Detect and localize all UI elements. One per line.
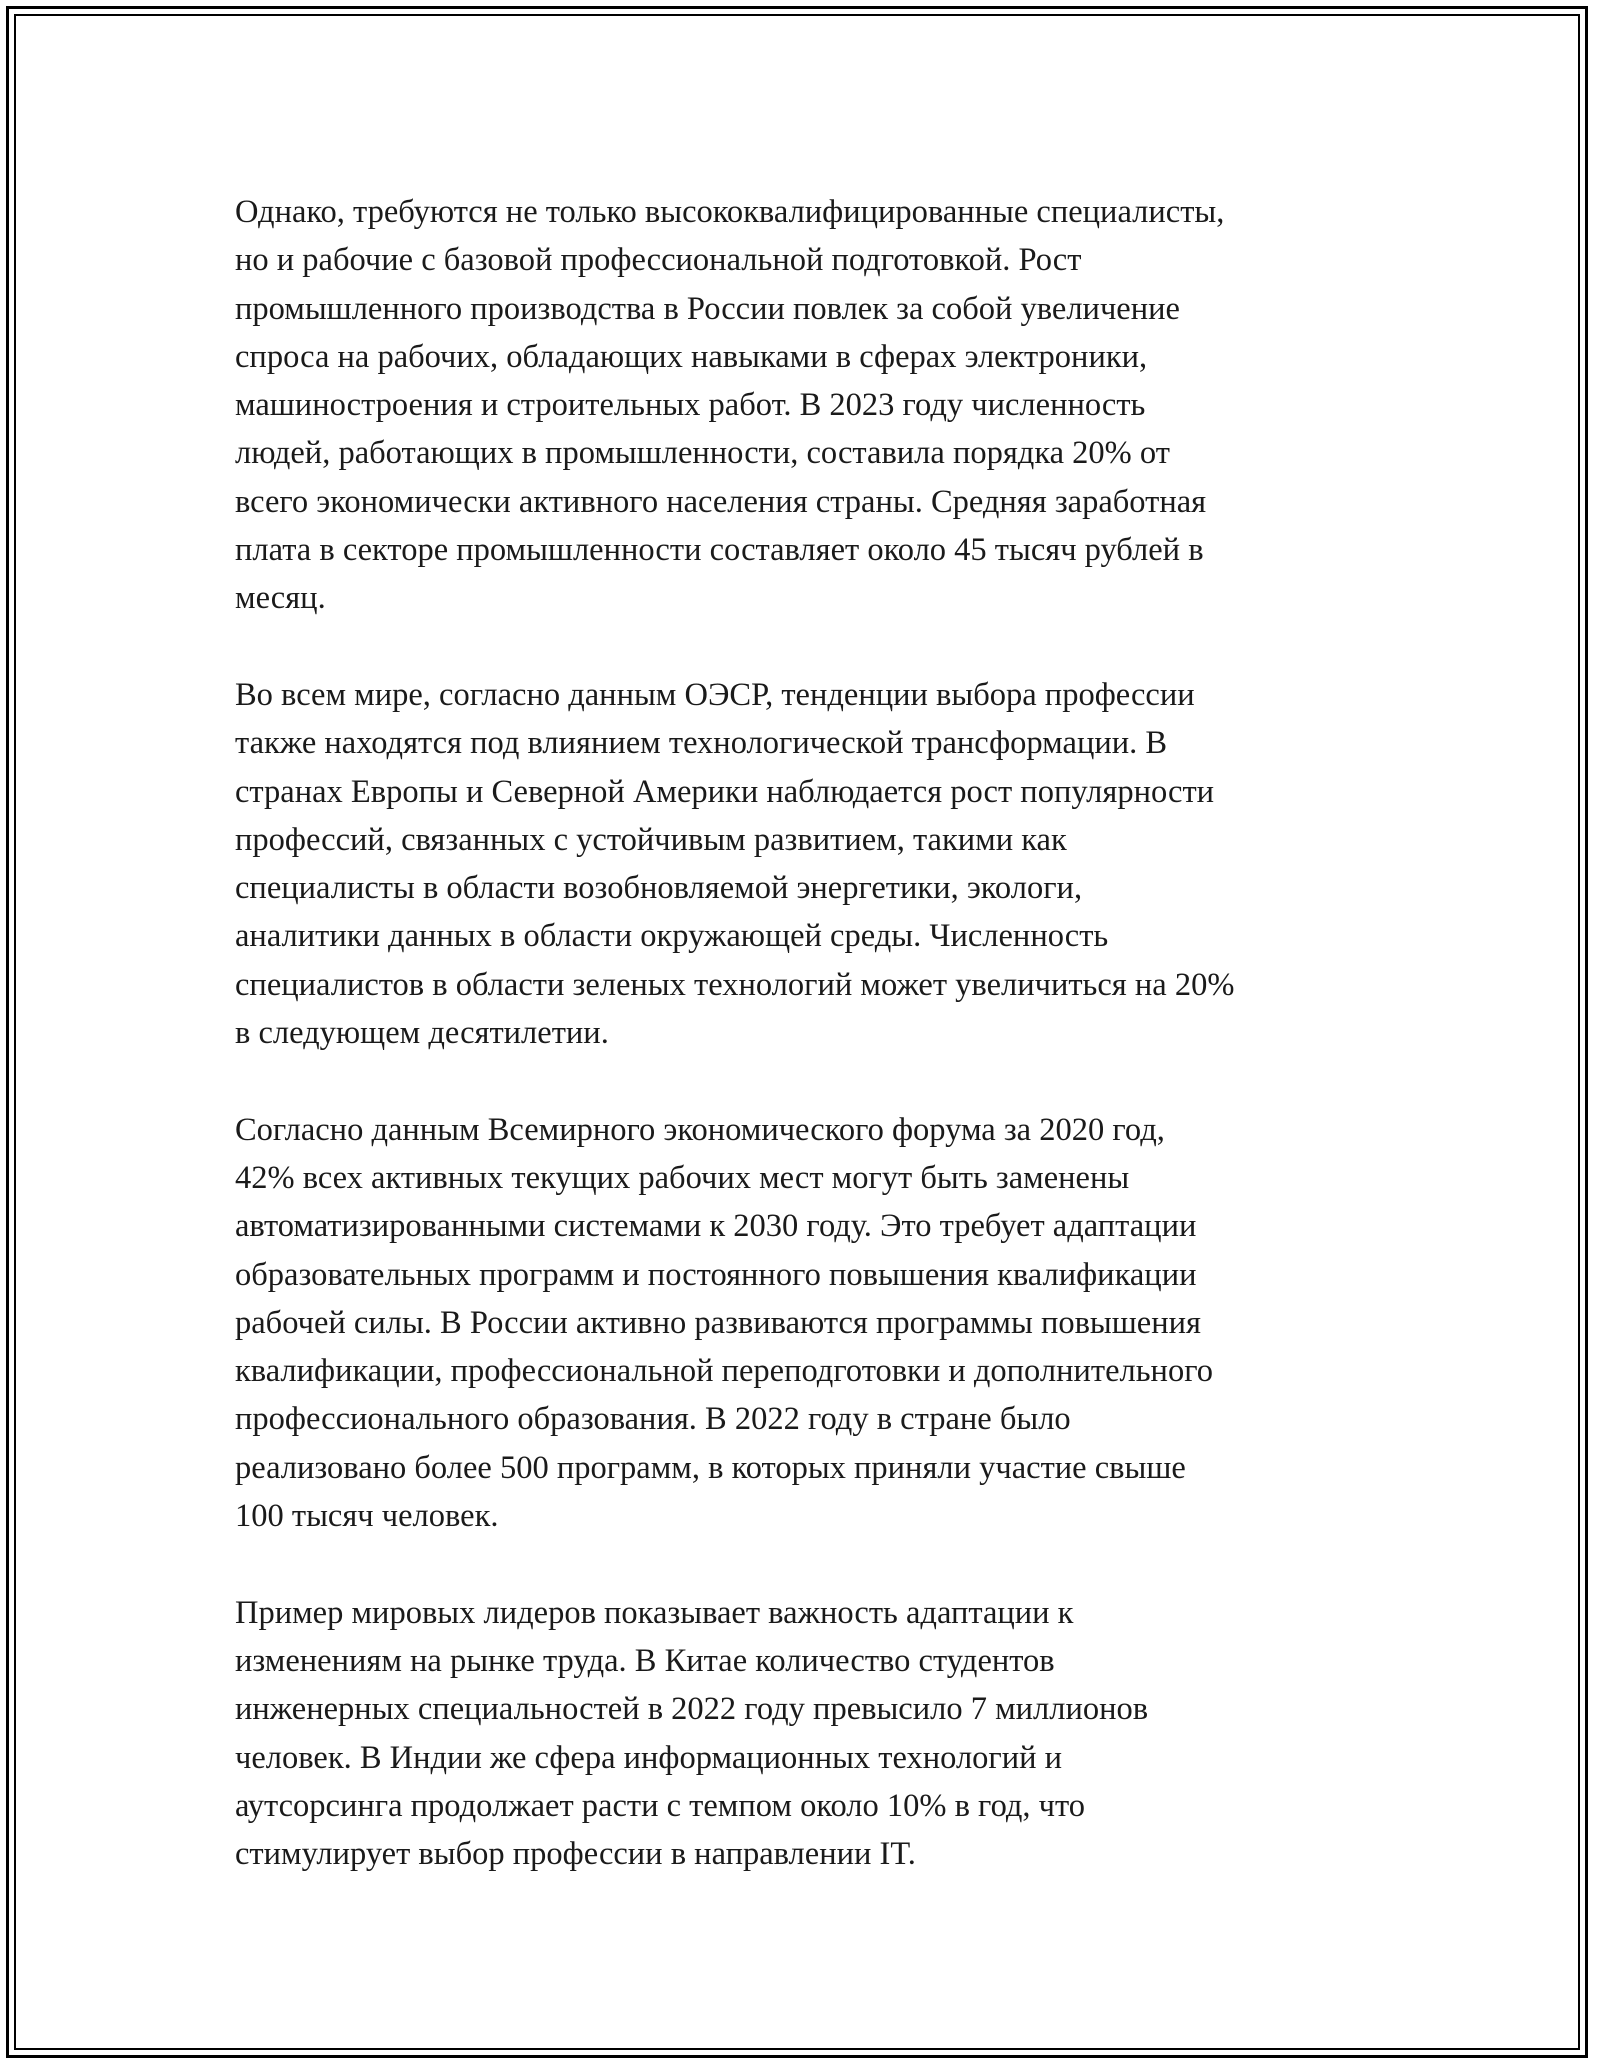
document-body: [235, 188, 1385, 1878]
paragraph-automation: Согласно данным Всемирного экономического форума за 2020 год, 42% всех активных текущих рабочих мест могут быть заменены автоматизированными системами к 2030 году. Это требует адаптации образовательных программ и постоянного повышения квалификации рабочей силы. В России активно развиваются программы повышения квалификации, профессиональной переподготовки и дополнительного профессионального образования. В 2022 году в стране было реализовано более 500 программ, в которых приняли участие свыше 100 тысяч человек.: [235, 1111, 1213, 1535]
paragraph-world-leaders: Пример мировых лидеров показывает важность адаптации к изменениям на рынке труда. В Китае количество студентов инженерных специальностей в 2022 году превысило 7 миллионов человек. В Индии же сфера информационных технологий и аутсорсинга продолжает расти с темпом около 10% в год, что стимулирует выбор профессии в направлении IT.: [235, 1594, 1149, 1873]
paragraph-global-trends: Во всем мире, согласно данным ОЭСР, тенденции выбора профессии также находятся под влиянием технологической трансформации. В странах Европы и Северной Америки наблюдается рост популярности профессий, связанных с устойчивым развитием, такими как специалисты в области возобновляемой энергетики, экологи, аналитики данных в области окружающей среды. Численность специалистов в области зеленых технологий может увеличиться на 20% в следующем десятилетии.: [235, 676, 1235, 1052]
paragraph-industry-workers: Однако, требуются не только высококвалифицированные специалисты, но и рабочие с базовой профессиональной подготовкой. Рост промышленного производства в России повлек за собой увеличение спроса на рабочих, обладающих навыками в сферах электроники, машиностроения и строительных работ. В 2023 году численность людей, работающих в промышленности, составила порядка 20% от всего экономически активного населения страны. Средняя заработная плата в секторе промышленности составляет около 45 тысяч рублей в месяц.: [235, 194, 1225, 617]
